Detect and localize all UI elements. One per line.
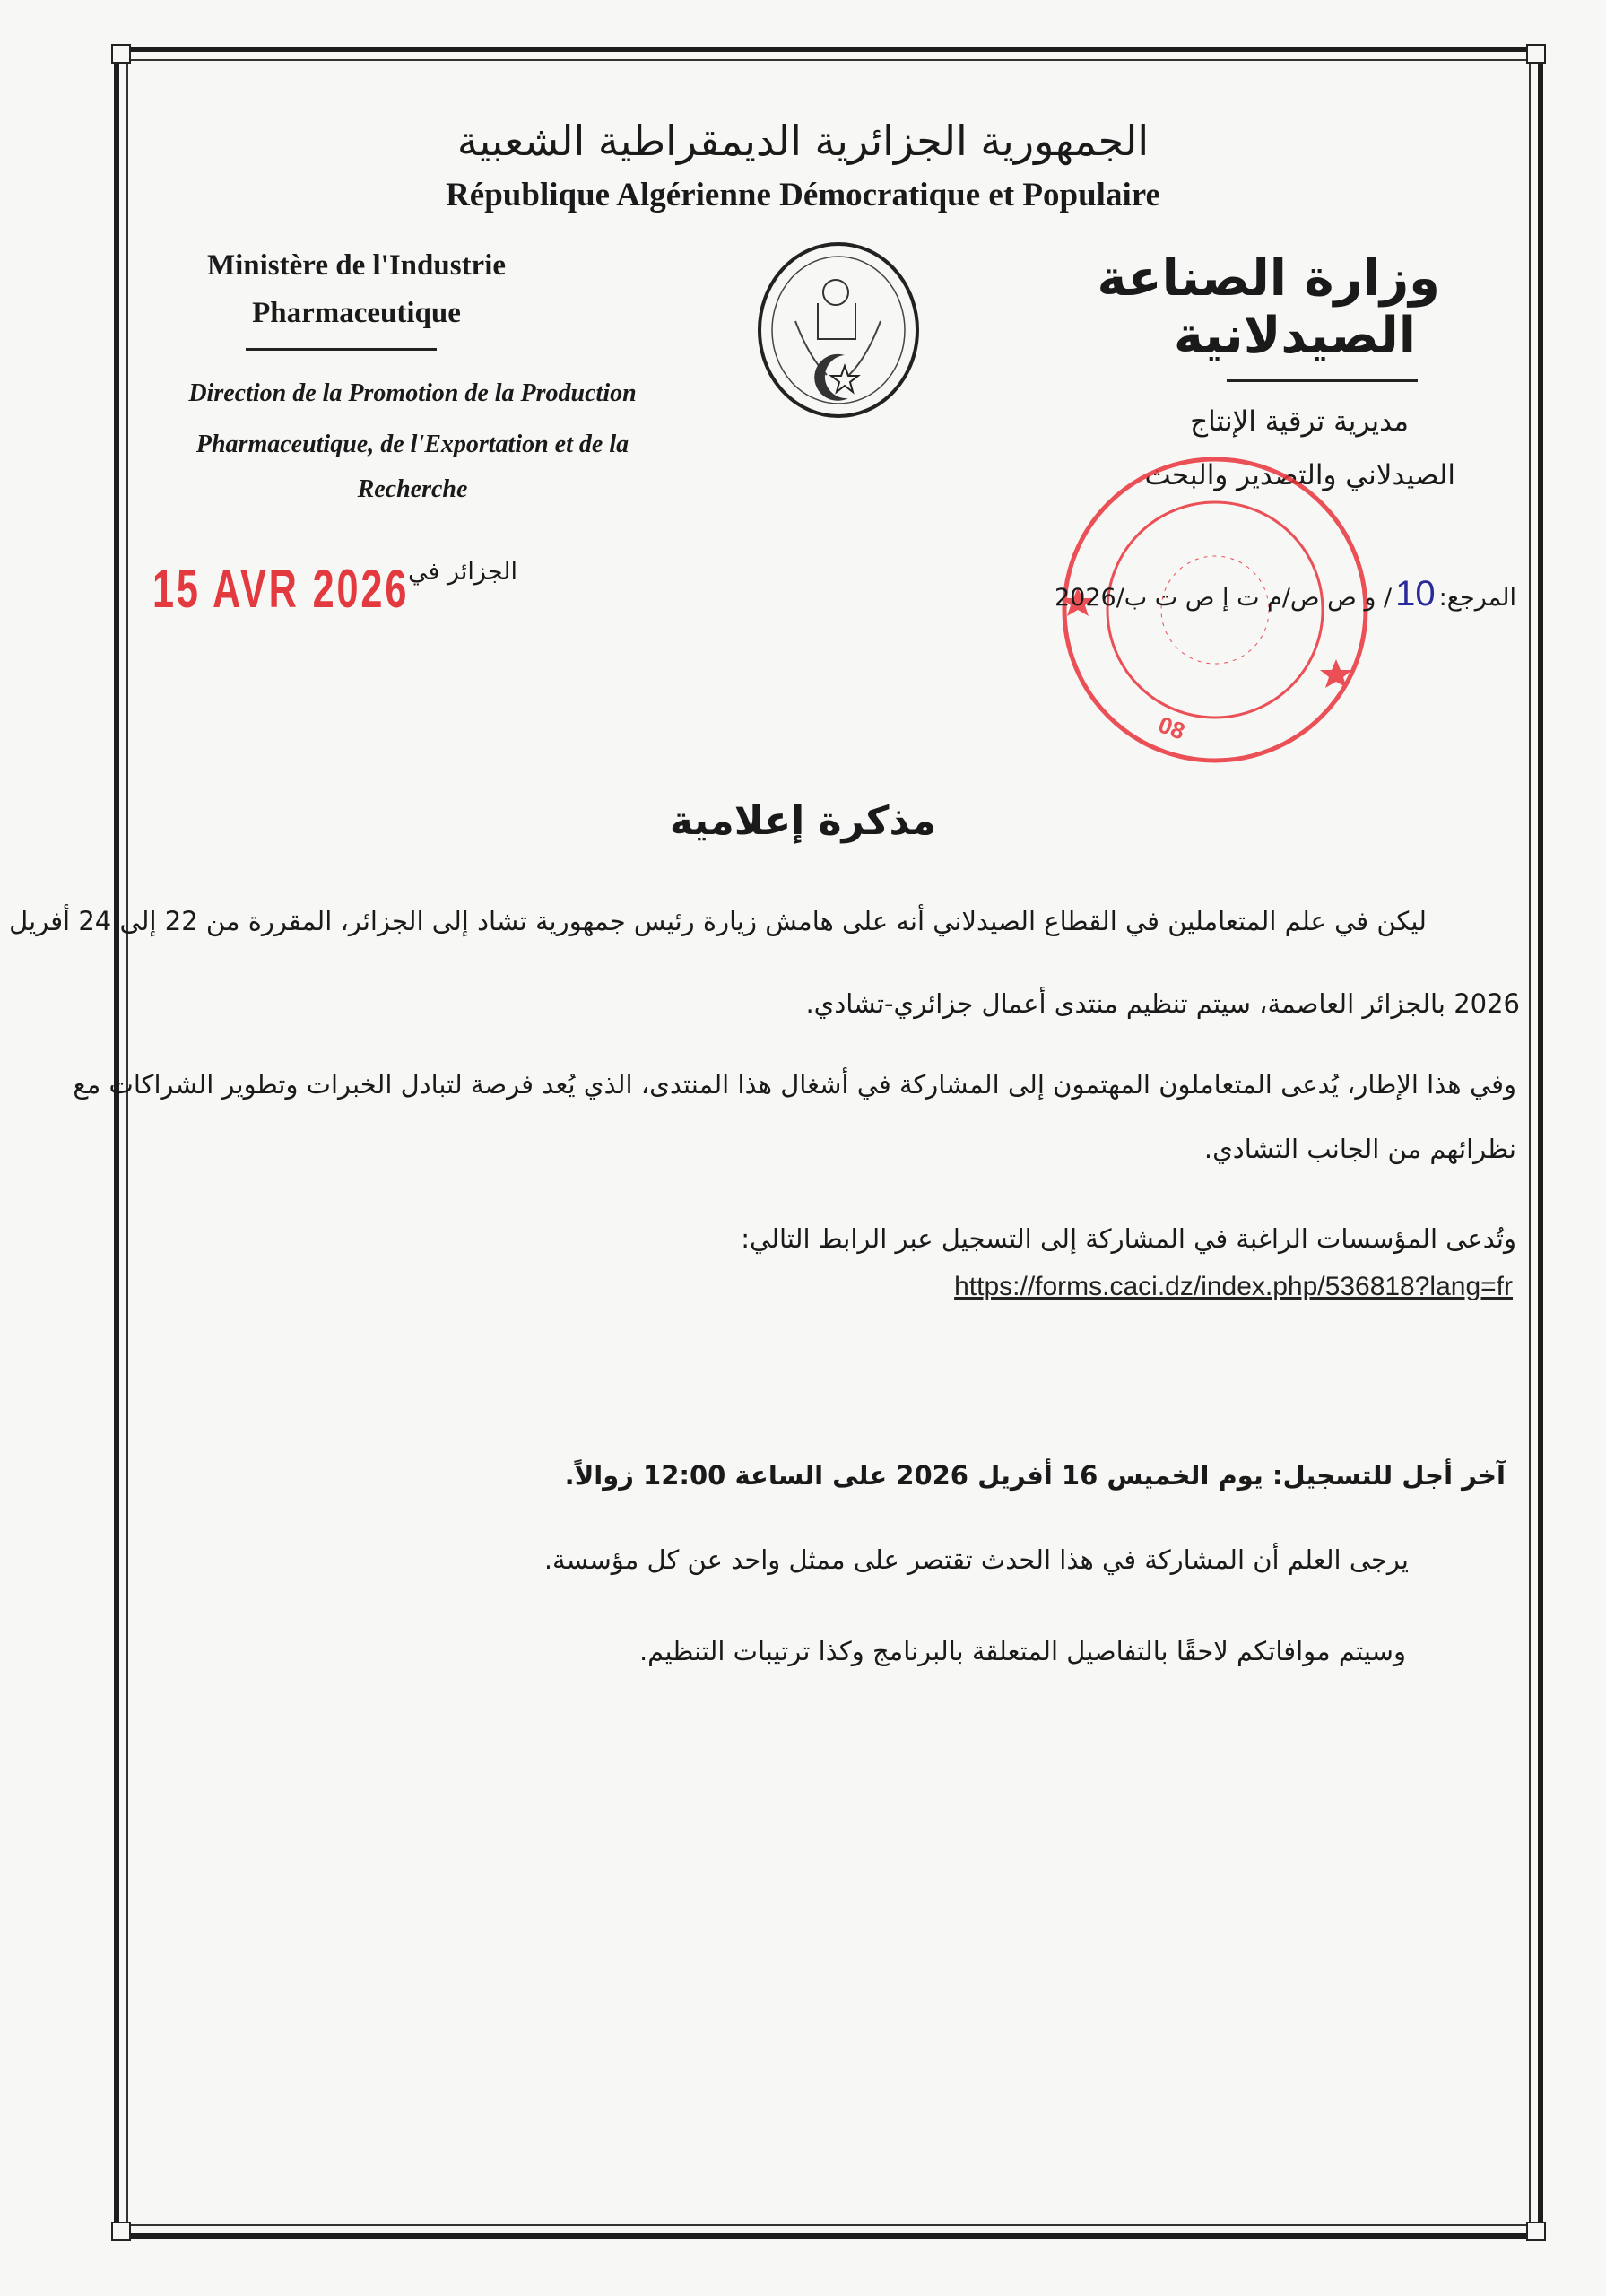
paragraph-2-line-2: نظرائهم من الجانب التشادي. [1203, 1134, 1516, 1164]
paragraph-2-line-1: وفي هذا الإطار، يُدعى المتعاملون المهتمون إلى المشاركة في أشغال هذا المنتدى، الذي يُعد فرصة لتبادل الخبرات وتطوير الشراكات مع [73, 1069, 1516, 1100]
registration-link[interactable]: https://forms.caci.dz/index.php/536818?lang=fr [954, 1272, 1513, 1301]
direction-ar-line2: الصيدلاني والتصدير والبحث [1144, 459, 1455, 491]
direction-fr-line3: Recherche [357, 475, 468, 503]
direction-fr-line1: Direction de la Promotion de la Production [188, 379, 637, 407]
ministry-fr-line1: Ministère de l'Industrie [206, 249, 507, 282]
paragraph-1-line-2: 2026 بالجزائر العاصمة، سيتم تنظيم منتدى أعمال جزائري-تشادي. [805, 988, 1520, 1019]
participation-note: يرجى العلم أن المشاركة في هذا الحدث تقتصر على ممثل واحد عن كل مؤسسة. [543, 1544, 1409, 1575]
divider-right [1227, 379, 1418, 382]
divider-left [246, 348, 437, 351]
paragraph-1-line-1: ليكن في علم المتعاملين في القطاع الصيدلاني أنه على هامش زيارة رئيس جمهورية تشاد إلى الجزائر، المقررة من 22 إلى 24 أفريل [9, 906, 1427, 936]
ministry-ar-line2: الصيدلانية [1173, 307, 1416, 365]
date-stamp: 15 AVR 2026 [152, 559, 410, 619]
direction-ar-line1: مديرية ترقية الإنتاج [1190, 405, 1409, 438]
reference-label: المرجع: [1438, 584, 1516, 612]
reference-code: / و ص ص/م ت إ ص ت ب/2026 [1054, 584, 1393, 612]
border-corner [111, 2222, 131, 2241]
republic-title-ar: الجمهورية الجزائرية الديمقراطية الشعبية [456, 117, 1150, 165]
border-corner [1526, 44, 1546, 64]
border-corner [111, 44, 131, 64]
ministry-fr-line2: Pharmaceutique [252, 297, 461, 329]
direction-fr-line2: Pharmaceutique, de l'Exportation et de la [195, 430, 629, 458]
registration-deadline: آخر أجل للتسجيل: يوم الخميس 16 أفريل 2026 على الساعة 12:00 زوالاً. [564, 1460, 1506, 1491]
paragraph-3: وتُدعى المؤسسات الراغبة في المشاركة إلى التسجيل عبر الرابط التالي: [741, 1223, 1516, 1254]
seal-number: 08 [1154, 710, 1189, 745]
border-corner [1526, 2222, 1546, 2241]
republic-title-fr: République Algérienne Démocratique et Populaire [446, 177, 1160, 213]
national-emblem-icon [755, 240, 922, 420]
place-label: الجزائر في [408, 558, 517, 586]
document-title: مذكرة إعلامية [669, 798, 937, 844]
reference-number: 10 [1395, 574, 1436, 613]
ministry-ar-line1: وزارة الصناعة [1097, 249, 1440, 308]
reference-line [1055, 574, 1516, 614]
closing-line: وسيتم موافاتكم لاحقًا بالتفاصيل المتعلقة بالبرنامج وكذا ترتيبات التنظيم. [638, 1636, 1406, 1666]
